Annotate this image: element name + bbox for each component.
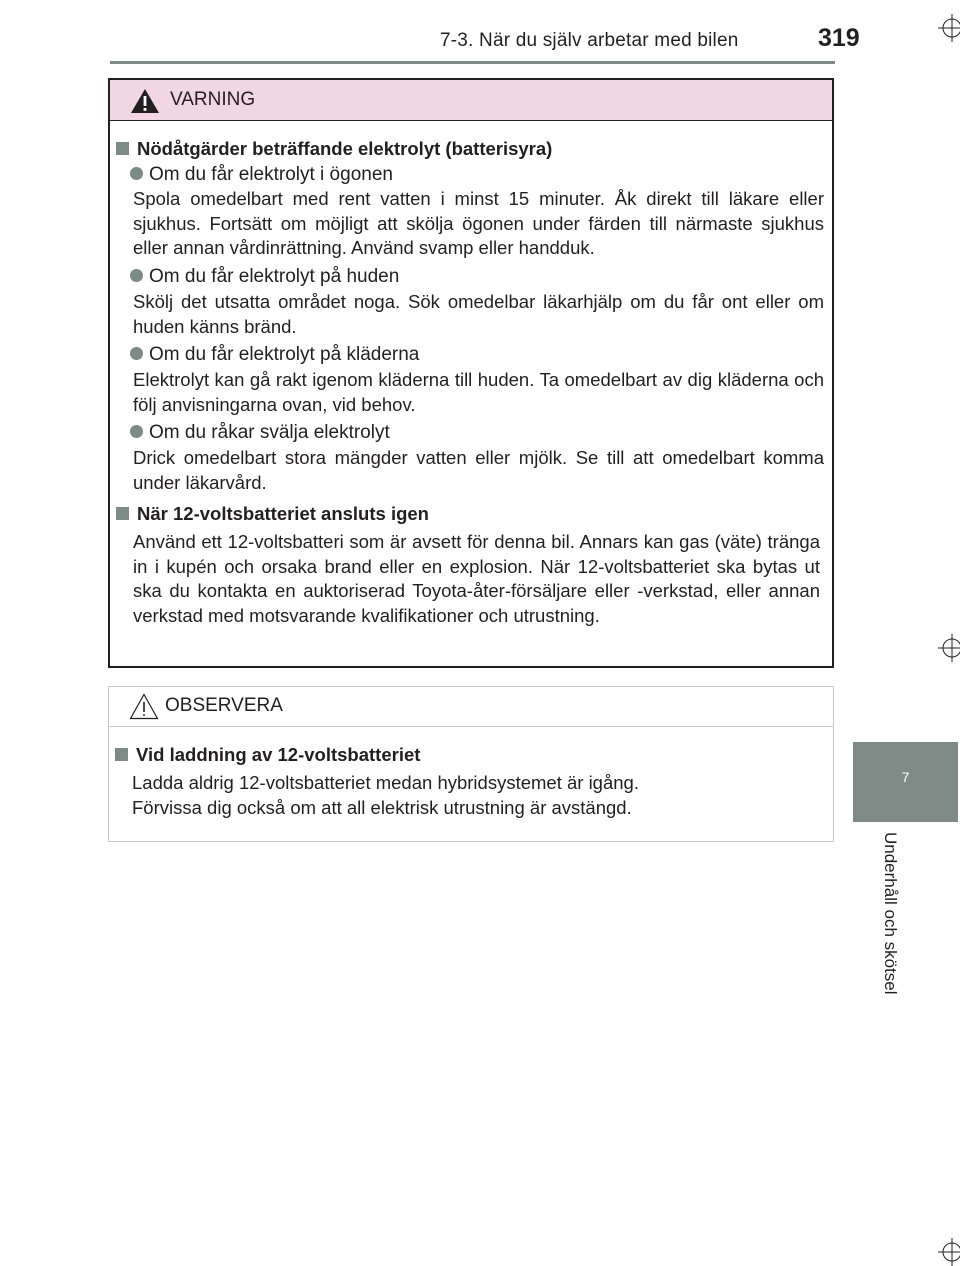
circle-bullet-icon: [130, 269, 143, 282]
square-bullet-icon: [115, 748, 128, 761]
paragraph: Elektrolyt kan gå rakt igenom kläderna till huden. Ta omedelbart av dig kläderna och följ anvisningarna ovan, vid behov.: [133, 369, 824, 415]
warning-box: [108, 78, 834, 668]
subsection-label: Om du får elektrolyt på huden: [149, 266, 400, 287]
subsection-heading: [130, 266, 399, 288]
chapter-number: 7: [901, 769, 910, 785]
subsection-label: Om du får elektrolyt i ögonen: [149, 164, 393, 185]
chapter-title: Underhåll och skötsel: [881, 832, 900, 995]
warning-header: [110, 80, 832, 121]
section-title: 7-3. När du själv arbetar med bilen: [440, 30, 739, 51]
caution-triangle-outline-icon: [129, 693, 159, 720]
paragraph-line: Förvissa dig också om att all elektrisk utrustning är avstängd.: [132, 796, 632, 818]
paragraph: Skölj det utsatta området noga. Sök omedelbar läkarhjälp om du får ont eller om huden känns bränd.: [133, 291, 824, 337]
section-heading-text: Nödåtgärder beträffande elektrolyt (batterisyra): [137, 138, 553, 159]
chapter-tab: [853, 742, 958, 822]
subsection-heading: [130, 344, 419, 366]
crosshair-registration-icon: [938, 14, 960, 42]
section-heading-text: När 12-voltsbatteriet ansluts igen: [137, 503, 429, 524]
subsection-label: Om du råkar svälja elektrolyt: [149, 422, 390, 443]
section-heading: [116, 503, 429, 525]
crosshair-registration-icon: [938, 634, 960, 662]
section-heading: [115, 744, 420, 766]
circle-bullet-icon: [130, 167, 143, 180]
circle-bullet-icon: [130, 425, 143, 438]
notice-heading: OBSERVERA: [165, 695, 283, 716]
paragraph: Drick omedelbart stora mängder vatten eller mjölk. Se till att omedelbart komma under läkarvård.: [133, 447, 824, 493]
section-heading-text: Vid laddning av 12-voltsbatteriet: [136, 744, 421, 765]
chapter-title-vertical: [880, 832, 906, 1022]
warning-heading: VARNING: [170, 89, 256, 110]
paragraph: [132, 771, 825, 820]
page-number: 319: [818, 24, 860, 52]
paragraph: Spola omedelbart med rent vatten i minst 15 minuter. Åk direkt till läkare eller sjukhus. Fortsätt om möjligt att skölja ögonen under färden till närmaste sjukhus eller annan vårdinrättning. Använd svamp eller handduk.: [133, 188, 824, 258]
header-rule: [110, 61, 835, 64]
warning-triangle-icon: [130, 88, 160, 114]
circle-bullet-icon: [130, 347, 143, 360]
subsection-heading: [130, 164, 393, 186]
paragraph-line: Ladda aldrig 12-voltsbatteriet medan hybridsystemet är igång.: [132, 772, 639, 793]
square-bullet-icon: [116, 142, 129, 155]
notice-box: [108, 686, 834, 842]
crosshair-registration-icon: [938, 1238, 960, 1266]
square-bullet-icon: [116, 507, 129, 520]
notice-header: [109, 687, 833, 727]
paragraph: Använd ett 12-voltsbatteri som är avsett för denna bil. Annars kan gas (väte) tränga in i kupén och orsaka brand eller en explosion. När 12-voltsbatteriet ska bytas ut ska du kontakta en auktoriserad Toyota-åter-försäljare eller -verkstad, eller annan verkstad med motsvarande kvalifikationer och utrustning.: [133, 531, 820, 626]
subsection-heading: [130, 422, 390, 444]
section-heading: [116, 138, 552, 160]
subsection-label: Om du får elektrolyt på kläderna: [149, 344, 420, 365]
